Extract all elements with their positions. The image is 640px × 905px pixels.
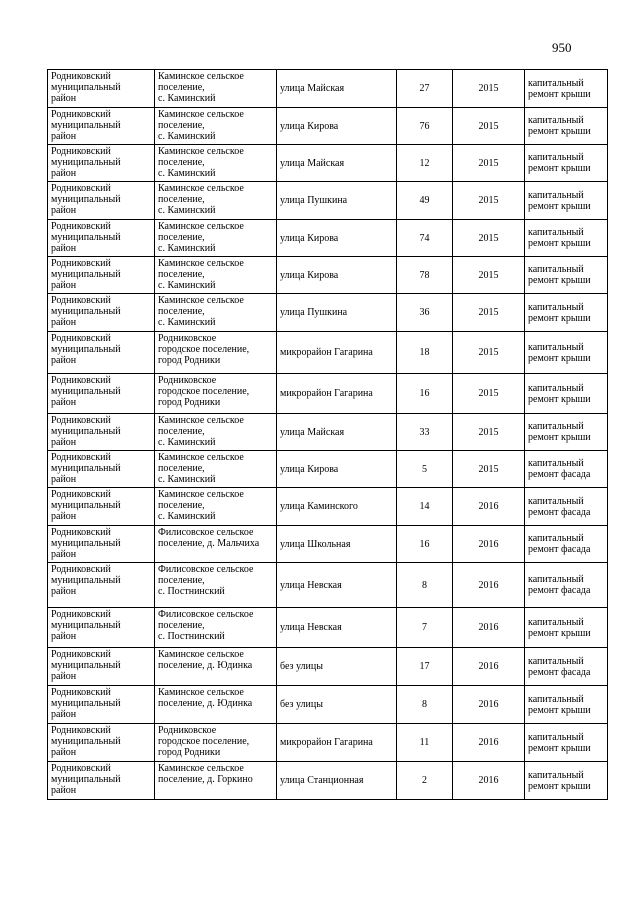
table-row bbox=[48, 686, 608, 724]
work-type-cell: капитальный ремонт крыши bbox=[525, 762, 608, 800]
house-number-cell: 74 bbox=[397, 220, 453, 257]
year-cell: 2015 bbox=[453, 70, 525, 108]
district-cell: Родниковский муниципальный район bbox=[48, 182, 155, 220]
settlement-cell: Каминское сельское поселение, д. Юдинка bbox=[155, 686, 277, 724]
street-cell: улица Майская bbox=[277, 145, 397, 182]
street-cell: улица Невская bbox=[277, 608, 397, 648]
street-cell: улица Кирова bbox=[277, 451, 397, 488]
house-number-cell: 76 bbox=[397, 108, 453, 145]
year-cell: 2015 bbox=[453, 451, 525, 488]
street-cell: микрорайон Гагарина bbox=[277, 332, 397, 374]
table-row bbox=[48, 145, 608, 182]
table-row bbox=[48, 70, 608, 108]
street-cell: улица Каминского bbox=[277, 488, 397, 526]
house-number-cell: 8 bbox=[397, 686, 453, 724]
settlement-cell: Каминское сельское поселение, д. Горкино bbox=[155, 762, 277, 800]
house-number-cell: 36 bbox=[397, 294, 453, 332]
house-number-cell: 27 bbox=[397, 70, 453, 108]
work-type-cell: капитальный ремонт фасада bbox=[525, 488, 608, 526]
year-cell: 2015 bbox=[453, 414, 525, 451]
page-number: 950 bbox=[552, 40, 572, 55]
street-cell: улица Невская bbox=[277, 563, 397, 608]
table-row bbox=[48, 374, 608, 414]
work-type-cell: капитальный ремонт крыши bbox=[525, 332, 608, 374]
house-number-cell: 5 bbox=[397, 451, 453, 488]
settlement-cell: Филисовское сельское поселение, с. Постнинский bbox=[155, 563, 277, 608]
house-number-cell: 2 bbox=[397, 762, 453, 800]
district-cell: Родниковский муниципальный район bbox=[48, 608, 155, 648]
work-type-cell: капитальный ремонт фасада bbox=[525, 563, 608, 608]
year-cell: 2016 bbox=[453, 648, 525, 686]
settlement-cell: Каминское сельское поселение, д. Юдинка bbox=[155, 648, 277, 686]
settlement-cell: Каминское сельское поселение, с. Каминский bbox=[155, 451, 277, 488]
work-type-cell: капитальный ремонт крыши bbox=[525, 108, 608, 145]
year-cell: 2016 bbox=[453, 686, 525, 724]
house-number-cell: 33 bbox=[397, 414, 453, 451]
district-cell: Родниковский муниципальный район bbox=[48, 374, 155, 414]
year-cell: 2016 bbox=[453, 762, 525, 800]
year-cell: 2015 bbox=[453, 145, 525, 182]
street-cell: улица Майская bbox=[277, 70, 397, 108]
district-cell: Родниковский муниципальный район bbox=[48, 257, 155, 294]
table-row bbox=[48, 648, 608, 686]
year-cell: 2015 bbox=[453, 332, 525, 374]
district-cell: Родниковский муниципальный район bbox=[48, 563, 155, 608]
street-cell: улица Станционная bbox=[277, 762, 397, 800]
year-cell: 2016 bbox=[453, 563, 525, 608]
work-type-cell: капитальный ремонт фасада bbox=[525, 526, 608, 563]
work-type-cell: капитальный ремонт фасада bbox=[525, 451, 608, 488]
street-cell: без улицы bbox=[277, 686, 397, 724]
table-row bbox=[48, 451, 608, 488]
house-number-cell: 8 bbox=[397, 563, 453, 608]
district-cell: Родниковский муниципальный район bbox=[48, 220, 155, 257]
street-cell: улица Пушкина bbox=[277, 294, 397, 332]
street-cell: улица Пушкина bbox=[277, 182, 397, 220]
settlement-cell: Каминское сельское поселение, с. Каминский bbox=[155, 414, 277, 451]
work-type-cell: капитальный ремонт крыши bbox=[525, 145, 608, 182]
street-cell: улица Школьная bbox=[277, 526, 397, 563]
street-cell: улица Кирова bbox=[277, 257, 397, 294]
work-type-cell: капитальный ремонт крыши bbox=[525, 220, 608, 257]
house-number-cell: 18 bbox=[397, 332, 453, 374]
street-cell: микрорайон Гагарина bbox=[277, 724, 397, 762]
year-cell: 2016 bbox=[453, 526, 525, 563]
district-cell: Родниковский муниципальный район bbox=[48, 332, 155, 374]
year-cell: 2015 bbox=[453, 220, 525, 257]
street-cell: улица Майская bbox=[277, 414, 397, 451]
table-row bbox=[48, 220, 608, 257]
table-row bbox=[48, 332, 608, 374]
street-cell: улица Кирова bbox=[277, 108, 397, 145]
district-cell: Родниковский муниципальный район bbox=[48, 648, 155, 686]
work-type-cell: капитальный ремонт крыши bbox=[525, 608, 608, 648]
district-cell: Родниковский муниципальный район bbox=[48, 414, 155, 451]
work-type-cell: капитальный ремонт крыши bbox=[525, 70, 608, 108]
district-cell: Родниковский муниципальный район bbox=[48, 451, 155, 488]
year-cell: 2016 bbox=[453, 724, 525, 762]
table-row bbox=[48, 257, 608, 294]
table-row bbox=[48, 563, 608, 608]
table-row bbox=[48, 414, 608, 451]
house-number-cell: 78 bbox=[397, 257, 453, 294]
district-cell: Родниковский муниципальный район bbox=[48, 724, 155, 762]
year-cell: 2015 bbox=[453, 108, 525, 145]
district-cell: Родниковский муниципальный район bbox=[48, 488, 155, 526]
house-number-cell: 7 bbox=[397, 608, 453, 648]
year-cell: 2015 bbox=[453, 257, 525, 294]
settlement-cell: Каминское сельское поселение, с. Каминский bbox=[155, 294, 277, 332]
settlement-cell: Каминское сельское поселение, с. Каминский bbox=[155, 108, 277, 145]
settlement-cell: Каминское сельское поселение, с. Каминский bbox=[155, 488, 277, 526]
table-body bbox=[48, 70, 608, 800]
table-row bbox=[48, 182, 608, 220]
district-cell: Родниковский муниципальный район bbox=[48, 70, 155, 108]
district-cell: Родниковский муниципальный район bbox=[48, 145, 155, 182]
settlement-cell: Каминское сельское поселение, с. Каминский bbox=[155, 257, 277, 294]
table-row bbox=[48, 488, 608, 526]
settlement-cell: Каминское сельское поселение, с. Каминский bbox=[155, 220, 277, 257]
district-cell: Родниковский муниципальный район bbox=[48, 762, 155, 800]
settlement-cell: Филисовское сельское поселение, с. Постнинский bbox=[155, 608, 277, 648]
settlement-cell: Каминское сельское поселение, с. Каминский bbox=[155, 70, 277, 108]
work-type-cell: капитальный ремонт крыши bbox=[525, 182, 608, 220]
house-number-cell: 12 bbox=[397, 145, 453, 182]
year-cell: 2015 bbox=[453, 294, 525, 332]
work-type-cell: капитальный ремонт крыши bbox=[525, 294, 608, 332]
district-cell: Родниковский муниципальный район bbox=[48, 526, 155, 563]
settlement-cell: Каминское сельское поселение, с. Каминский bbox=[155, 145, 277, 182]
table-row bbox=[48, 294, 608, 332]
housing-repair-table bbox=[47, 69, 608, 800]
district-cell: Родниковский муниципальный район bbox=[48, 686, 155, 724]
district-cell: Родниковский муниципальный район bbox=[48, 108, 155, 145]
year-cell: 2016 bbox=[453, 608, 525, 648]
year-cell: 2015 bbox=[453, 374, 525, 414]
work-type-cell: капитальный ремонт фасада bbox=[525, 648, 608, 686]
table-row bbox=[48, 724, 608, 762]
settlement-cell: Каминское сельское поселение, с. Каминский bbox=[155, 182, 277, 220]
work-type-cell: капитальный ремонт крыши bbox=[525, 374, 608, 414]
house-number-cell: 17 bbox=[397, 648, 453, 686]
settlement-cell: Филисовское сельское поселение, д. Мальчиха bbox=[155, 526, 277, 563]
table-row bbox=[48, 608, 608, 648]
settlement-cell: Родниковское городское поселение, город Родники bbox=[155, 724, 277, 762]
house-number-cell: 14 bbox=[397, 488, 453, 526]
house-number-cell: 49 bbox=[397, 182, 453, 220]
work-type-cell: капитальный ремонт крыши bbox=[525, 257, 608, 294]
table-row bbox=[48, 108, 608, 145]
district-cell: Родниковский муниципальный район bbox=[48, 294, 155, 332]
work-type-cell: капитальный ремонт крыши bbox=[525, 686, 608, 724]
street-cell: улица Кирова bbox=[277, 220, 397, 257]
work-type-cell: капитальный ремонт крыши bbox=[525, 414, 608, 451]
street-cell: без улицы bbox=[277, 648, 397, 686]
year-cell: 2015 bbox=[453, 182, 525, 220]
table-row bbox=[48, 762, 608, 800]
street-cell: микрорайон Гагарина bbox=[277, 374, 397, 414]
house-number-cell: 16 bbox=[397, 374, 453, 414]
year-cell: 2016 bbox=[453, 488, 525, 526]
settlement-cell: Родниковское городское поселение, город Родники bbox=[155, 374, 277, 414]
settlement-cell: Родниковское городское поселение, город Родники bbox=[155, 332, 277, 374]
house-number-cell: 16 bbox=[397, 526, 453, 563]
house-number-cell: 11 bbox=[397, 724, 453, 762]
table-row bbox=[48, 526, 608, 563]
work-type-cell: капитальный ремонт крыши bbox=[525, 724, 608, 762]
